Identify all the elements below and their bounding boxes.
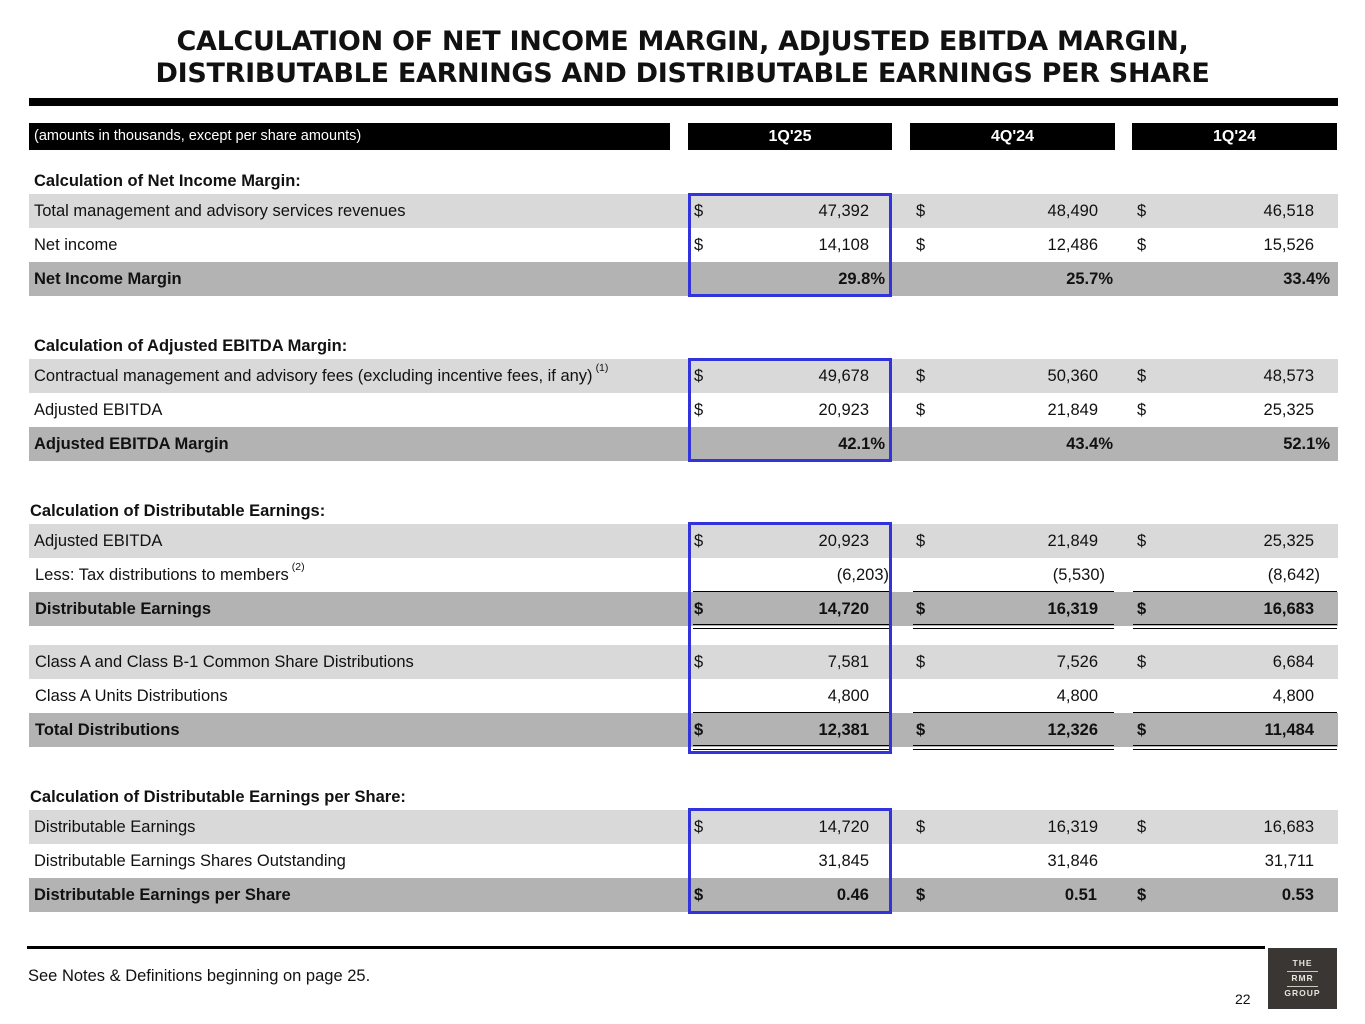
value-1q25: 14,108 (818, 236, 869, 254)
table-row (29, 592, 1338, 626)
currency-symbol: $ (694, 818, 704, 836)
row-label (34, 359, 608, 393)
highlight-box-net-income-margin (688, 193, 892, 297)
currency-symbol: $ (1137, 721, 1147, 739)
currency-symbol: $ (694, 721, 704, 739)
table-row (29, 359, 1338, 393)
row-label: Net Income Margin (34, 270, 182, 288)
title-line-1: CALCULATION OF NET INCOME MARGIN, ADJUSTED EBITDA MARGIN, (176, 26, 1189, 57)
value-4q24: 21,849 (1047, 401, 1098, 419)
footer-divider (27, 946, 1265, 949)
currency-symbol: $ (1137, 600, 1147, 618)
row-label: Distributable Earnings Shares Outstanding (34, 852, 346, 870)
highlight-box-distributable-earnings (688, 522, 892, 754)
value-1q25: 47,392 (818, 202, 869, 220)
value-1q25: 49,678 (818, 367, 869, 385)
title-divider (29, 98, 1338, 106)
value-4q24: 12,326 (1047, 721, 1098, 739)
value-1q24: 31,711 (1264, 852, 1314, 870)
value-1q24: 16,683 (1263, 818, 1314, 836)
row-label: Net income (34, 236, 118, 254)
currency-symbol: $ (694, 653, 704, 671)
subtotal-rule (913, 591, 1114, 592)
value-1q25: 7,581 (827, 653, 869, 671)
table-row (29, 713, 1338, 747)
value-1q25: 20,923 (818, 532, 869, 550)
column-header-4q24: 4Q'24 (910, 123, 1115, 150)
row-label (35, 558, 305, 592)
row-label: Distributable Earnings (35, 600, 212, 618)
value-1q24: 33.4% (1283, 270, 1330, 288)
title-line-2: DISTRIBUTABLE EARNINGS AND DISTRIBUTABLE EARNINGS PER SHARE (155, 58, 1210, 89)
value-1q25: 14,720 (818, 600, 869, 618)
value-4q24: 25.7% (1066, 270, 1113, 288)
currency-symbol: $ (1137, 401, 1147, 419)
table-row (29, 194, 1338, 228)
logo-rule (1287, 971, 1318, 972)
row-label: Adjusted EBITDA (34, 532, 163, 550)
currency-symbol: $ (916, 401, 926, 419)
table-row (29, 524, 1338, 558)
currency-symbol: $ (916, 367, 926, 385)
currency-symbol: $ (916, 653, 926, 671)
table-row (29, 427, 1338, 461)
currency-symbol: $ (1137, 886, 1147, 904)
value-4q24: (5,530) (1052, 566, 1105, 584)
value-1q25: 0.46 (836, 886, 869, 904)
table-row (29, 228, 1338, 262)
currency-symbol: $ (694, 600, 704, 618)
row-label: Class A and Class B-1 Common Share Distributions (35, 653, 414, 671)
currency-symbol: $ (1137, 236, 1147, 254)
value-1q25: 42.1% (838, 435, 885, 453)
footnote-ref: (1) (595, 362, 609, 374)
row-label-text: Less: Tax distributions to members (35, 566, 289, 584)
table-row (29, 645, 1338, 679)
value-1q24: 15,526 (1263, 236, 1314, 254)
highlight-box-earnings-per-share (688, 808, 892, 914)
value-1q25: 14,720 (818, 818, 869, 836)
value-1q24: 46,518 (1263, 202, 1314, 220)
value-1q25: 12,381 (818, 721, 869, 739)
page-title (0, 26, 1365, 90)
table-row (29, 878, 1338, 912)
currency-symbol: $ (694, 367, 704, 385)
value-1q24: 25,325 (1263, 401, 1314, 419)
value-4q24: 12,486 (1047, 236, 1098, 254)
logo-rule (1287, 986, 1318, 987)
total-double-rule (913, 745, 1114, 750)
subtotal-rule (1133, 591, 1337, 592)
value-4q24: 0.51 (1064, 886, 1097, 904)
value-1q24: 4,800 (1272, 687, 1314, 705)
value-4q24: 21,849 (1047, 532, 1098, 550)
currency-symbol: $ (916, 202, 926, 220)
footnote-text: See Notes & Definitions beginning on page 25. (28, 967, 371, 985)
value-1q24: 48,573 (1263, 367, 1314, 385)
subtotal-rule (1133, 712, 1337, 713)
currency-symbol: $ (1137, 202, 1147, 220)
value-1q24: 11,484 (1264, 721, 1314, 739)
value-1q24: 6,684 (1272, 653, 1314, 671)
value-4q24: 16,319 (1047, 600, 1098, 618)
logo-line-1: THE (1292, 958, 1313, 968)
table-row (29, 679, 1338, 713)
row-label: Total Distributions (35, 721, 180, 739)
value-1q24: 0.53 (1281, 886, 1314, 904)
row-label: Adjusted EBITDA Margin (34, 435, 229, 453)
logo-line-3: GROUP (1284, 988, 1321, 998)
value-4q24: 50,360 (1047, 367, 1098, 385)
section-title-adjusted-ebitda-margin: Calculation of Adjusted EBITDA Margin: (34, 337, 348, 355)
table-row (29, 844, 1338, 878)
value-4q24: 31,846 (1047, 852, 1098, 870)
section-title-distributable-earnings-per-share: Calculation of Distributable Earnings per Share: (30, 788, 406, 806)
footnote-ref: (2) (291, 561, 305, 573)
value-1q24: 25,325 (1263, 532, 1314, 550)
subtotal-rule (913, 712, 1114, 713)
table-row (29, 262, 1338, 296)
row-label-text: Contractual management and advisory fees (excluding incentive fees, if any) (34, 367, 593, 385)
total-double-rule (1133, 745, 1337, 750)
currency-symbol: $ (694, 401, 704, 419)
currency-symbol: $ (916, 721, 926, 739)
column-header-1q25: 1Q'25 (688, 123, 892, 150)
logo-line-2: RMR (1291, 973, 1314, 983)
currency-symbol: $ (694, 202, 704, 220)
currency-symbol: $ (916, 818, 926, 836)
section-title-distributable-earnings: Calculation of Distributable Earnings: (30, 502, 326, 520)
currency-symbol: $ (694, 886, 704, 904)
total-double-rule (913, 624, 1114, 629)
value-1q25: 29.8% (838, 270, 885, 288)
table-row (29, 393, 1338, 427)
table-row (29, 810, 1338, 844)
row-label: Distributable Earnings per Share (34, 886, 291, 904)
section-title-net-income-margin: Calculation of Net Income Margin: (34, 172, 301, 190)
column-header-1q24: 1Q'24 (1132, 123, 1337, 150)
value-1q25: 4,800 (827, 687, 869, 705)
page-number: 22 (1235, 991, 1251, 1007)
value-4q24: 43.4% (1066, 435, 1113, 453)
currency-symbol: $ (1137, 818, 1147, 836)
value-4q24: 7,526 (1056, 653, 1098, 671)
row-label: Adjusted EBITDA (34, 401, 163, 419)
row-label: Distributable Earnings (34, 818, 196, 836)
highlight-box-adjusted-ebitda-margin (688, 358, 892, 462)
row-label: Total management and advisory services revenues (34, 202, 406, 220)
units-note: (amounts in thousands, except per share amounts) (29, 123, 670, 150)
value-1q25: (6,203) (836, 566, 889, 584)
currency-symbol: $ (1137, 532, 1147, 550)
value-1q24: 16,683 (1263, 600, 1314, 618)
currency-symbol: $ (916, 886, 926, 904)
value-4q24: 48,490 (1047, 202, 1098, 220)
value-1q25: 20,923 (818, 401, 869, 419)
value-4q24: 16,319 (1047, 818, 1098, 836)
value-1q24: (8,642) (1267, 566, 1320, 584)
currency-symbol: $ (916, 532, 926, 550)
total-double-rule (1133, 624, 1337, 629)
currency-symbol: $ (916, 236, 926, 254)
currency-symbol: $ (1137, 653, 1147, 671)
currency-symbol: $ (916, 600, 926, 618)
rmr-group-logo (1268, 948, 1337, 1009)
value-4q24: 4,800 (1056, 687, 1098, 705)
currency-symbol: $ (694, 236, 704, 254)
row-label: Class A Units Distributions (35, 687, 228, 705)
currency-symbol: $ (694, 532, 704, 550)
currency-symbol: $ (1137, 367, 1147, 385)
value-1q24: 52.1% (1283, 435, 1330, 453)
table-row (29, 558, 1338, 592)
value-1q25: 31,845 (818, 852, 869, 870)
